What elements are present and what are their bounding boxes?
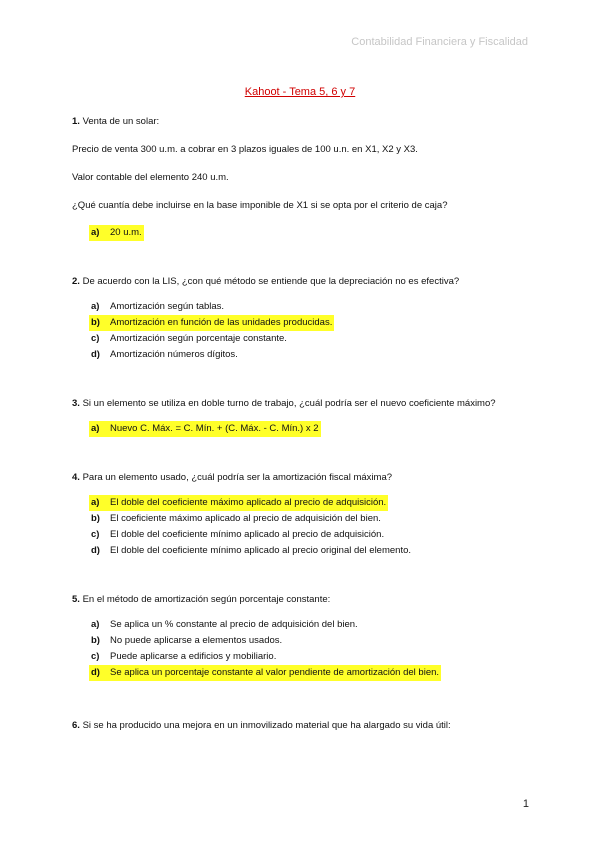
- option-a: [89, 421, 540, 437]
- question-1-paragraph-1: Precio de venta 300 u.m. a cobrar en 3 plazos iguales de 100 u.n. en X1, X2 y X3.: [72, 144, 418, 155]
- options-list: [72, 495, 540, 559]
- options-list: [72, 299, 540, 363]
- options-list: [72, 225, 540, 241]
- option-d: d) El doble del coeficiente mínimo aplicado al precio original del elemento.: [91, 545, 412, 556]
- option-c: c) El doble del coeficiente mínimo aplicado al precio de adquisición.: [91, 529, 385, 540]
- page-header: Contabilidad Financiera y Fiscalidad: [351, 36, 528, 48]
- question-text: Venta de un solar:: [82, 116, 160, 127]
- highlighted-answer: a) El doble del coeficiente máximo aplicado al precio de adquisición.: [89, 495, 388, 511]
- question-3: [72, 397, 540, 411]
- question-number: 5.: [72, 594, 80, 605]
- option-b: [89, 315, 540, 331]
- question-5: [72, 593, 540, 607]
- question-text: Si se ha producido una mejora en un inmovilizado material que ha alargado su vida útil:: [82, 720, 451, 731]
- highlighted-answer: a) Nuevo C. Máx. = C. Mín. + (C. Máx. - C. Mín.) x 2: [89, 421, 321, 437]
- question-4: [72, 471, 540, 485]
- option-c: c) Amortización según porcentaje constante.: [91, 333, 287, 344]
- option-a: [89, 495, 540, 511]
- question-2: [72, 275, 540, 289]
- question-1-paragraph-3: ¿Qué cuantía debe incluirse en la base imponible de X1 si se opta por el criterio de caja?: [72, 200, 448, 211]
- question-number: 2.: [72, 276, 80, 287]
- option-a: a) Se aplica un % constante al precio de adquisición del bien.: [91, 619, 358, 630]
- option-b: b) No puede aplicarse a elementos usados.: [91, 635, 283, 646]
- option-d: [89, 665, 540, 681]
- question-number: 4.: [72, 472, 80, 483]
- highlighted-answer: d) Se aplica un porcentaje constante al valor pendiente de amortización del bien.: [89, 665, 441, 681]
- question-number: 6.: [72, 720, 80, 731]
- question-text: Para un elemento usado, ¿cuál podría ser la amortización fiscal máxima?: [82, 472, 393, 483]
- question-1-paragraph-2: Valor contable del elemento 240 u.m.: [72, 172, 229, 183]
- option-d: d) Amortización números dígitos.: [91, 349, 238, 360]
- highlighted-answer: b) Amortización en función de las unidades producidas.: [89, 315, 334, 331]
- question-number: 1.: [72, 116, 80, 127]
- page-number: 1: [522, 798, 529, 810]
- question-text: En el método de amortización según porcentaje constante:: [82, 594, 331, 605]
- question-text: Si un elemento se utiliza en doble turno de trabajo, ¿cuál podría ser el nuevo coeficiente máximo?: [82, 398, 496, 409]
- option-a: [89, 225, 540, 241]
- question-6: [72, 719, 540, 733]
- option-c: c) Puede aplicarse a edificios y mobiliario.: [91, 651, 277, 662]
- question-number: 3.: [72, 398, 80, 409]
- options-list: [72, 617, 540, 681]
- document-title: Kahoot - Tema 5, 6 y 7: [244, 86, 356, 98]
- question-text: De acuerdo con la LIS, ¿con qué método se entiende que la depreciación no es efectiva?: [82, 276, 460, 287]
- option-a: a) Amortización según tablas.: [91, 301, 225, 312]
- option-b: b) El coeficiente máximo aplicado al precio de adquisición del bien.: [91, 513, 381, 524]
- options-list: [72, 421, 540, 437]
- question-1: [72, 115, 540, 129]
- document-body: [72, 115, 540, 733]
- highlighted-answer: a) 20 u.m.: [89, 225, 144, 241]
